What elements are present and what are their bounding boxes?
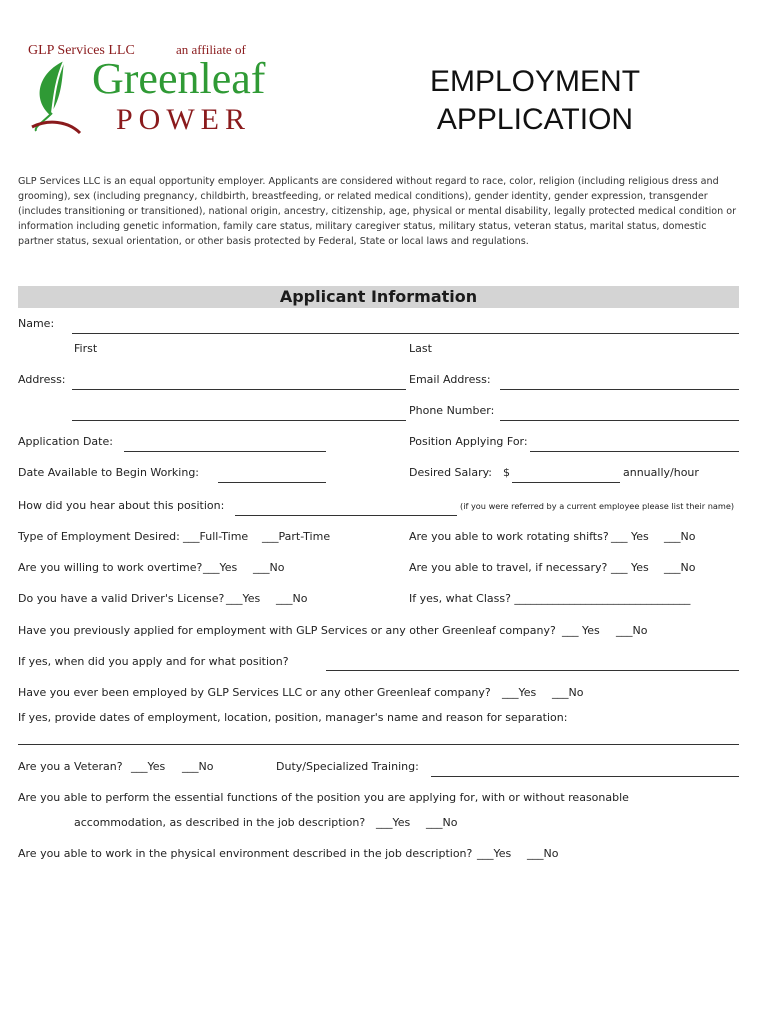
logo-brand-sub: POWER (116, 103, 251, 136)
address-field[interactable] (72, 374, 406, 390)
when-applied-label: If yes, when did you apply and for what position? (18, 655, 289, 668)
leaf-icon (32, 61, 80, 133)
position-field[interactable] (530, 436, 739, 452)
date-available-field[interactable] (218, 467, 326, 483)
referral-note: (if you were referred by a current employee please list their name) (460, 501, 735, 511)
overtime-label: Are you willing to work overtime? (18, 561, 203, 574)
drivers-license-label: Do you have a valid Driver's License? (18, 592, 225, 605)
heard-about-label: How did you hear about this position: (18, 499, 225, 512)
employment-type-label: Type of Employment Desired: (18, 530, 180, 543)
physical-environment-yes[interactable]: ___Yes (477, 847, 512, 860)
veteran-no[interactable]: ___No (182, 760, 214, 773)
position-label: Position Applying For: (409, 435, 528, 448)
previously-applied-no[interactable]: ___No (616, 624, 648, 637)
drivers-license-no[interactable]: ___No (276, 592, 308, 605)
desired-salary-field[interactable] (512, 467, 620, 483)
email-label: Email Address: (409, 373, 491, 386)
greenleaf-logo (18, 27, 318, 155)
employment-details-field[interactable] (18, 729, 739, 745)
essential-functions-label-cont: accommodation, as described in the job description? (74, 816, 366, 829)
title-line-2: APPLICATION (436, 103, 634, 136)
name-field[interactable] (72, 318, 739, 334)
travel-no[interactable]: ___No (664, 561, 696, 574)
full-time-option[interactable]: ___Full-Time (183, 530, 249, 543)
travel-label: Are you able to travel, if necessary? (409, 561, 608, 574)
currency-symbol: $ (503, 466, 510, 479)
application-date-label: Application Date: (18, 435, 113, 448)
salary-unit: annually/hour (623, 466, 699, 479)
previously-employed-label: Have you ever been employed by GLP Services LLC or any other Greenleaf company? (18, 686, 491, 699)
veteran-yes[interactable]: ___Yes (131, 760, 166, 773)
application-date-field[interactable] (124, 436, 326, 452)
logo-company-line: GLP Services LLC (28, 43, 135, 58)
name-label: Name: (18, 317, 55, 330)
date-available-label: Date Available to Begin Working: (18, 466, 200, 479)
rotating-shifts-no[interactable]: ___No (664, 530, 696, 543)
last-name-label: Last (409, 342, 432, 355)
license-class-label[interactable]: If yes, what Class? ________________________________ (409, 592, 691, 605)
previously-employed-yes[interactable]: ___Yes (502, 686, 537, 699)
page-title (420, 63, 650, 139)
rotating-shifts-yes[interactable]: ___ Yes (611, 530, 649, 543)
essential-functions-yes[interactable]: ___Yes (376, 816, 411, 829)
previously-applied-yes[interactable]: ___ Yes (562, 624, 600, 637)
previously-employed-no[interactable]: ___No (552, 686, 584, 699)
essential-functions-label: Are you able to perform the essential functions of the position you are applying for, with or without reasonable (18, 791, 629, 804)
part-time-option[interactable]: ___Part-Time (262, 530, 331, 543)
phone-label: Phone Number: (409, 404, 495, 417)
section-header (18, 286, 739, 308)
travel-yes[interactable]: ___ Yes (611, 561, 649, 574)
employment-details-label: If yes, provide dates of employment, location, position, manager's name and reason for separation: (18, 711, 568, 724)
desired-salary-label: Desired Salary: (409, 466, 493, 479)
email-field[interactable] (500, 374, 739, 390)
eeo-statement: GLP Services LLC is an equal opportunity employer. Applicants are considered without regard to race, color, religion (including religious dress and grooming), sex (including pregnancy, childbirth, breastfeeding, or related medical conditions), gender identity, gender expression, transgender (includes transitioning or transitioned), national origin, ancestry, citizenship, age, physical or mental disability, legally protected medical condition or information including genetic information, family care status, military caregiver status, military status, veteran status, marital status, domestic partner status, sexual orientation, or other basis protected by Federal, State or local laws and regulations. (18, 176, 737, 247)
heard-about-field[interactable] (235, 500, 457, 516)
veteran-label: Are you a Veteran? (18, 760, 123, 773)
section-title: Applicant Information (279, 287, 478, 306)
essential-functions-no[interactable]: ___No (426, 816, 458, 829)
company-logo (18, 27, 318, 155)
drivers-license-yes[interactable]: ___Yes (226, 592, 261, 605)
physical-environment-no[interactable]: ___No (527, 847, 559, 860)
rotating-shifts-label: Are you able to work rotating shifts? (409, 530, 609, 543)
address-label: Address: (18, 373, 66, 386)
overtime-yes[interactable]: ___Yes (203, 561, 238, 574)
when-applied-field[interactable] (326, 655, 739, 671)
title-line-1: EMPLOYMENT (429, 65, 641, 98)
duty-training-label: Duty/Specialized Training: (276, 760, 419, 773)
phone-field[interactable] (500, 405, 739, 421)
physical-environment-label: Are you able to work in the physical environment described in the job description? (18, 847, 473, 860)
address-line-2-field[interactable] (72, 405, 406, 421)
duty-training-field[interactable] (431, 761, 739, 777)
first-name-label: First (74, 342, 98, 355)
overtime-no[interactable]: ___No (253, 561, 285, 574)
logo-brand-word: Greenleaf (92, 54, 266, 103)
previously-applied-label: Have you previously applied for employment with GLP Services or any other Greenleaf company? (18, 624, 556, 637)
logo-affiliate-text: an affiliate of (176, 42, 246, 57)
